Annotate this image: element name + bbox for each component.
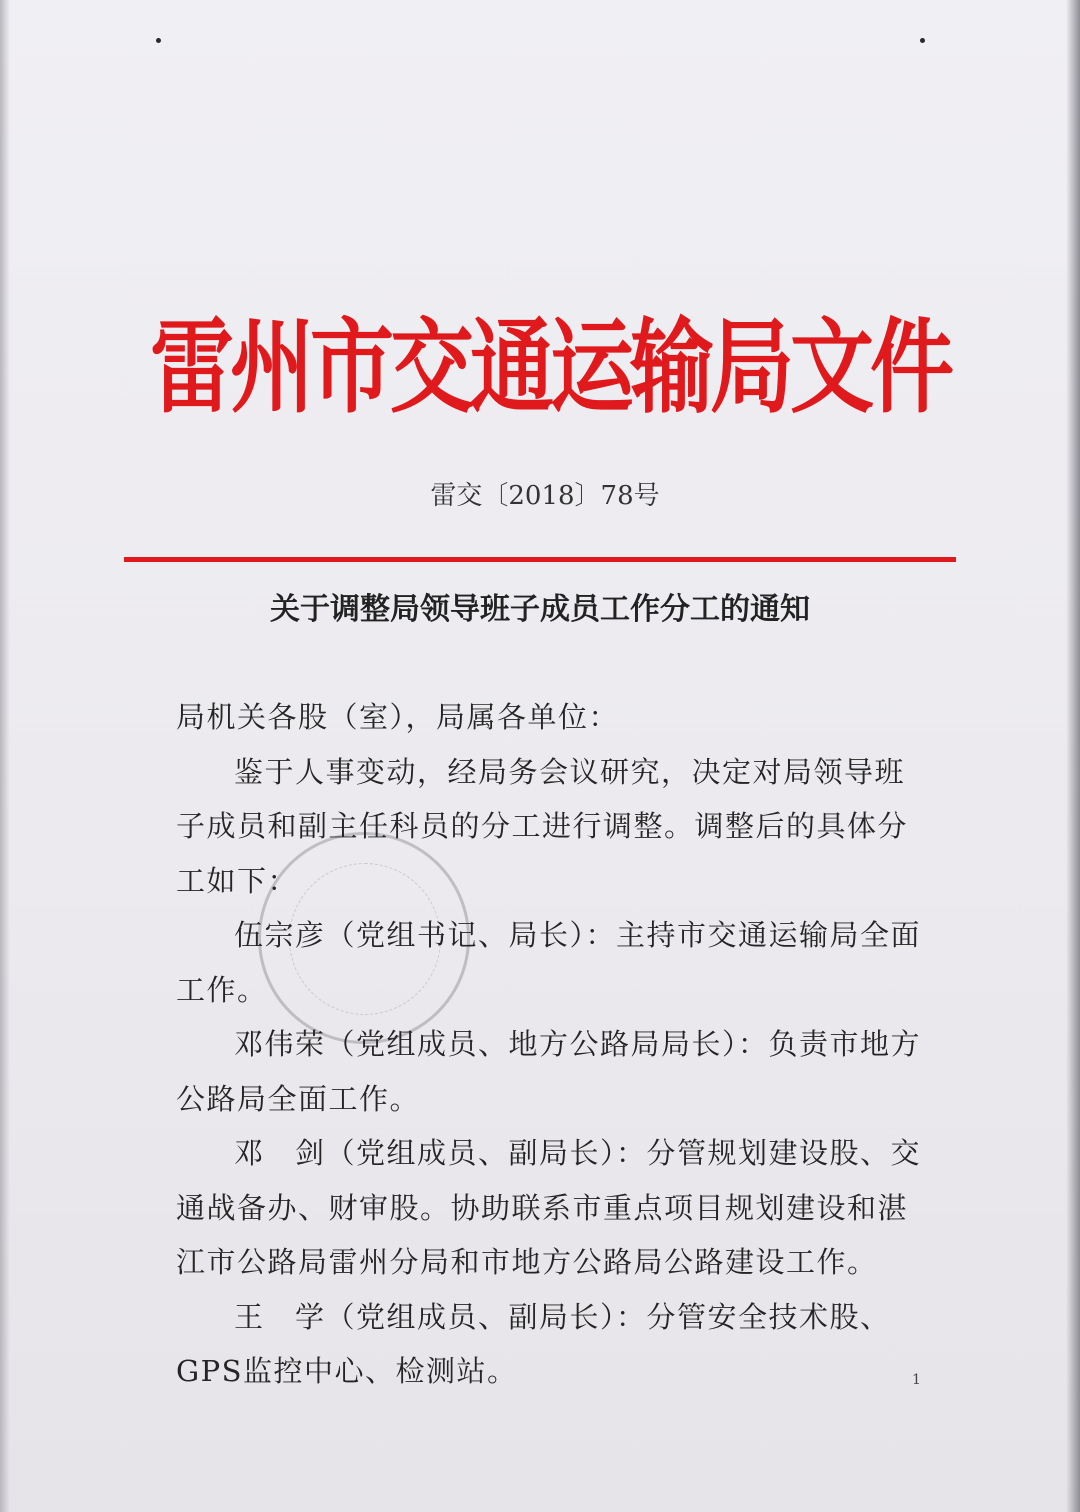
document-body bbox=[176, 690, 924, 1399]
body-paragraph: 鉴于人事变动，经局务会议研究，决定对局领导班子成员和副主任科员的分工进行调整。调整后的具体分工如下： bbox=[176, 754, 909, 898]
body-paragraph: 伍宗彦（党组书记、局长）：主持市交通运输局全面工作。 bbox=[176, 918, 922, 1007]
page-edge-shadow-left bbox=[0, 0, 10, 1512]
salutation: 局机关各股（室），局属各单位： bbox=[176, 700, 620, 734]
red-separator-rule bbox=[124, 557, 956, 562]
binding-dot bbox=[920, 38, 925, 43]
body-paragraph: 邓 剑（党组成员、副局长）：分管规划建设股、交通战备办、财审股。协助联系市重点项目规划建设和湛江市公路局雷州分局和市地方公路局公路建设工作。 bbox=[176, 1136, 922, 1279]
page-number: 1 bbox=[912, 1372, 921, 1388]
page-edge-shadow-right bbox=[1066, 0, 1080, 1512]
binding-dot bbox=[156, 38, 161, 43]
body-paragraph: 邓伟荣（党组成员、地方公路局局长）：负责市地方公路局全面工作。 bbox=[176, 1027, 922, 1116]
document-title: 关于调整局领导班子成员工作分工的通知 bbox=[270, 592, 810, 627]
document-number: 雷交〔2018〕78号 bbox=[430, 481, 660, 511]
document-header: 雷州市交通运输局文件 bbox=[150, 307, 951, 427]
body-paragraph: 王 学（党组成员、副局长）：分管安全技术股、GPS监控中心、检测站。 bbox=[176, 1299, 891, 1388]
